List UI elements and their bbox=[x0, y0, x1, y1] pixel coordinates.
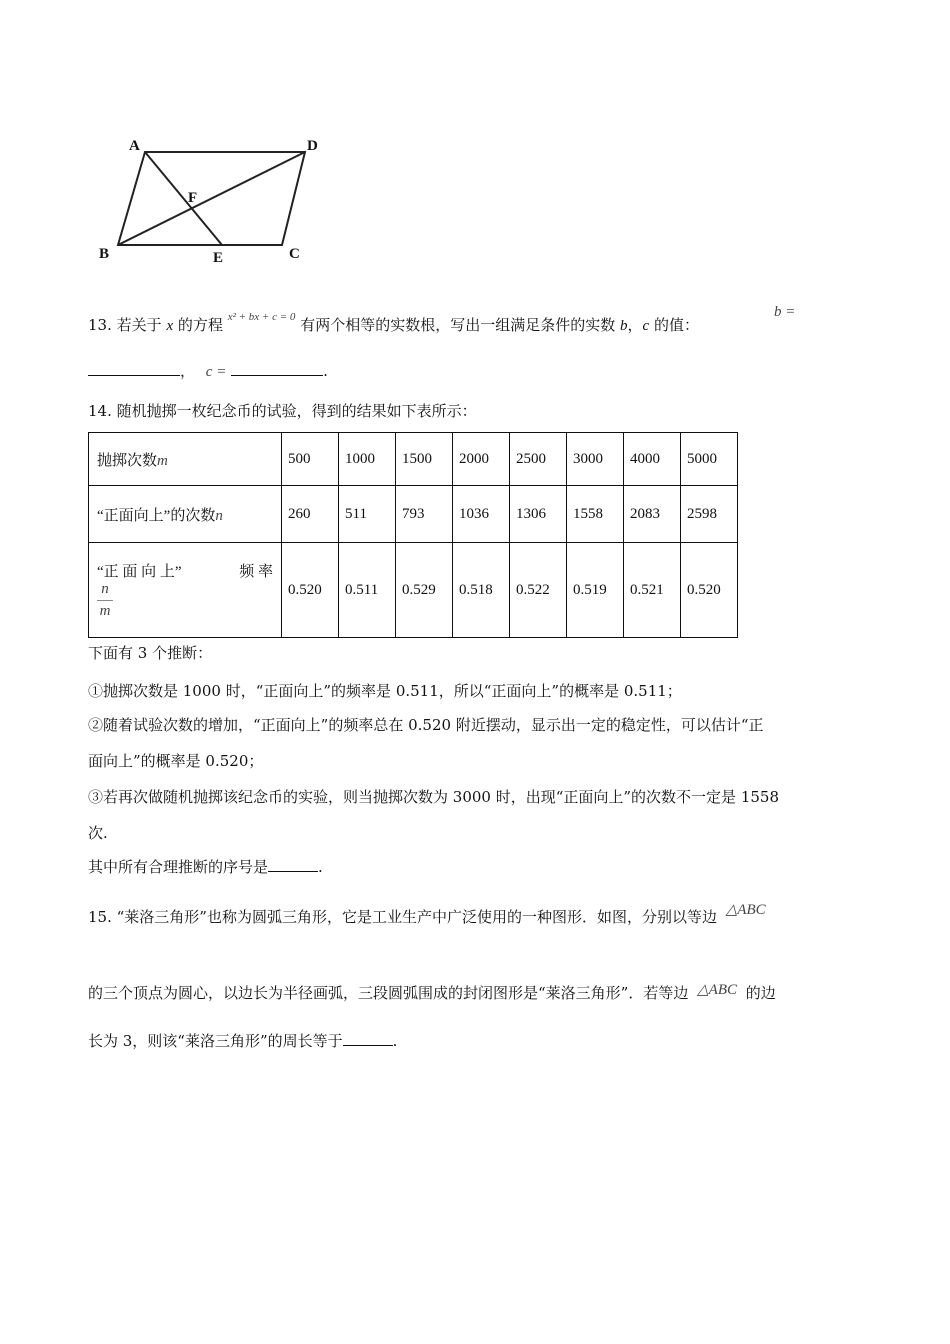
table-row-frequency bbox=[89, 543, 738, 638]
q14-inference-1: ①抛掷次数是 1000 时，“正面向上”的频率是 0.511，所以“正面向上”的概率是 0.511； bbox=[88, 682, 682, 700]
table-cell: 1500 bbox=[396, 433, 453, 486]
q13-text3: 有两个相等的实数根，写出一组满足条件的实数 bbox=[300, 316, 616, 334]
q13-answer-b-blank[interactable] bbox=[88, 360, 180, 376]
q14-answer-blank[interactable] bbox=[268, 856, 318, 872]
q13-sep: ， bbox=[180, 362, 196, 380]
table-cell: 260 bbox=[282, 486, 339, 543]
table-row-throws bbox=[89, 433, 738, 486]
table-cell: 0.511 bbox=[339, 543, 396, 638]
coin-toss-table bbox=[88, 432, 738, 638]
point-label-c: C bbox=[289, 246, 300, 262]
q13-b-label: b = bbox=[774, 304, 796, 320]
table-cell: 511 bbox=[339, 486, 396, 543]
q13-b-label-wrap bbox=[774, 300, 795, 323]
table-cell: 0.529 bbox=[396, 543, 453, 638]
q14-inference-3a: ③若再次做随机抛掷该纪念币的实验，则当抛掷次数为 3000 时，出现“正面向上”的次数不一定是 1558 bbox=[88, 788, 779, 806]
q15-line1: 15. “莱洛三角形”也称为圆弧三角形，它是工业生产中广泛使用的一种图形．如图，分别以等边 △ABC bbox=[88, 902, 766, 926]
point-label-f: F bbox=[188, 190, 198, 206]
q13-c-label: c = bbox=[205, 364, 227, 380]
q14-inference-2a: ②随着试验次数的增加，“正面向上”的频率总在 0.520 附近摆动，显示出一定的稳定性，可以估计“正 bbox=[88, 716, 764, 734]
table-cell: 0.522 bbox=[510, 543, 567, 638]
q13-text2: 的方程 bbox=[177, 316, 223, 334]
q13-number: 13. bbox=[88, 316, 112, 334]
point-label-b: B bbox=[99, 246, 110, 262]
q14-inferences-intro: 下面有 3 个推断： bbox=[88, 644, 213, 662]
q14-intro bbox=[88, 400, 477, 422]
table-cell: 2500 bbox=[510, 433, 567, 486]
q15-line3: 长为 3，则该“莱洛三角形”的周长等于 . bbox=[88, 1032, 398, 1050]
table-cell: 1036 bbox=[453, 486, 510, 543]
table-cell: 0.521 bbox=[624, 543, 681, 638]
n-over-m-fraction: $\frac{n}{m}$ bbox=[97, 581, 113, 620]
table-cell: 0.520 bbox=[282, 543, 339, 638]
q13-line1 bbox=[88, 311, 699, 338]
q13-var-b: b bbox=[619, 318, 628, 334]
table-cell: 2083 bbox=[624, 486, 681, 543]
q13-var-x: x bbox=[166, 318, 174, 334]
table-cell: 793 bbox=[396, 486, 453, 543]
q15-triangle-abc-1: △ABC bbox=[725, 902, 766, 918]
table-cell: 2000 bbox=[453, 433, 510, 486]
q13-end: . bbox=[323, 362, 328, 380]
table-cell: 500 bbox=[282, 433, 339, 486]
table-cell: 0.520 bbox=[681, 543, 738, 638]
q15-line2: 的三个顶点为圆心，以边长为半径画弧，三段圆弧围成的封闭图形是“莱洛三角形”．若等边 △ABC 的边 bbox=[88, 982, 776, 1002]
q14-inference-3b: 次. bbox=[88, 824, 108, 842]
q15-triangle-abc-2: △ABC bbox=[697, 982, 737, 998]
table-cell: 1558 bbox=[567, 486, 624, 543]
q13-comma: ， bbox=[627, 316, 643, 334]
q13-var-c: c bbox=[642, 318, 650, 334]
table-header-heads: “正面向上”的次数n bbox=[89, 486, 282, 543]
q14-text: 随机抛掷一枚纪念币的试验，得到的结果如下表所示： bbox=[116, 402, 477, 420]
q14-inference-2b: 面向上”的概率是 0.520； bbox=[88, 752, 264, 770]
q15-answer-blank[interactable] bbox=[343, 1030, 393, 1046]
table-row-heads bbox=[89, 486, 738, 543]
q14-question: 其中所有合理推断的序号是 . bbox=[88, 858, 323, 876]
table-cell: 1000 bbox=[339, 433, 396, 486]
q13-equation: x² + bx + c = 0 bbox=[227, 311, 296, 323]
table-cell: 5000 bbox=[681, 433, 738, 486]
q13-line2 bbox=[88, 360, 328, 383]
q13-text1: 若关于 bbox=[116, 316, 162, 334]
table-cell: 0.519 bbox=[567, 543, 624, 638]
table-cell: 0.518 bbox=[453, 543, 510, 638]
q13-text4: 的值： bbox=[653, 316, 699, 334]
table-header-frequency: “正 面 向 上” 频 率 $\frac{n}{m}$ bbox=[89, 543, 282, 638]
parallelogram-diagram bbox=[92, 132, 342, 272]
point-label-a: A bbox=[129, 138, 140, 154]
q13-answer-c-blank[interactable] bbox=[231, 360, 323, 376]
point-label-e: E bbox=[213, 250, 224, 266]
parallelogram-figure bbox=[92, 132, 342, 272]
q14-number: 14. bbox=[88, 402, 112, 420]
table-cell: 4000 bbox=[624, 433, 681, 486]
table-cell: 3000 bbox=[567, 433, 624, 486]
table-cell: 2598 bbox=[681, 486, 738, 543]
table-header-throws: 抛掷次数m bbox=[89, 433, 282, 486]
table-cell: 1306 bbox=[510, 486, 567, 543]
point-label-d: D bbox=[307, 138, 318, 154]
